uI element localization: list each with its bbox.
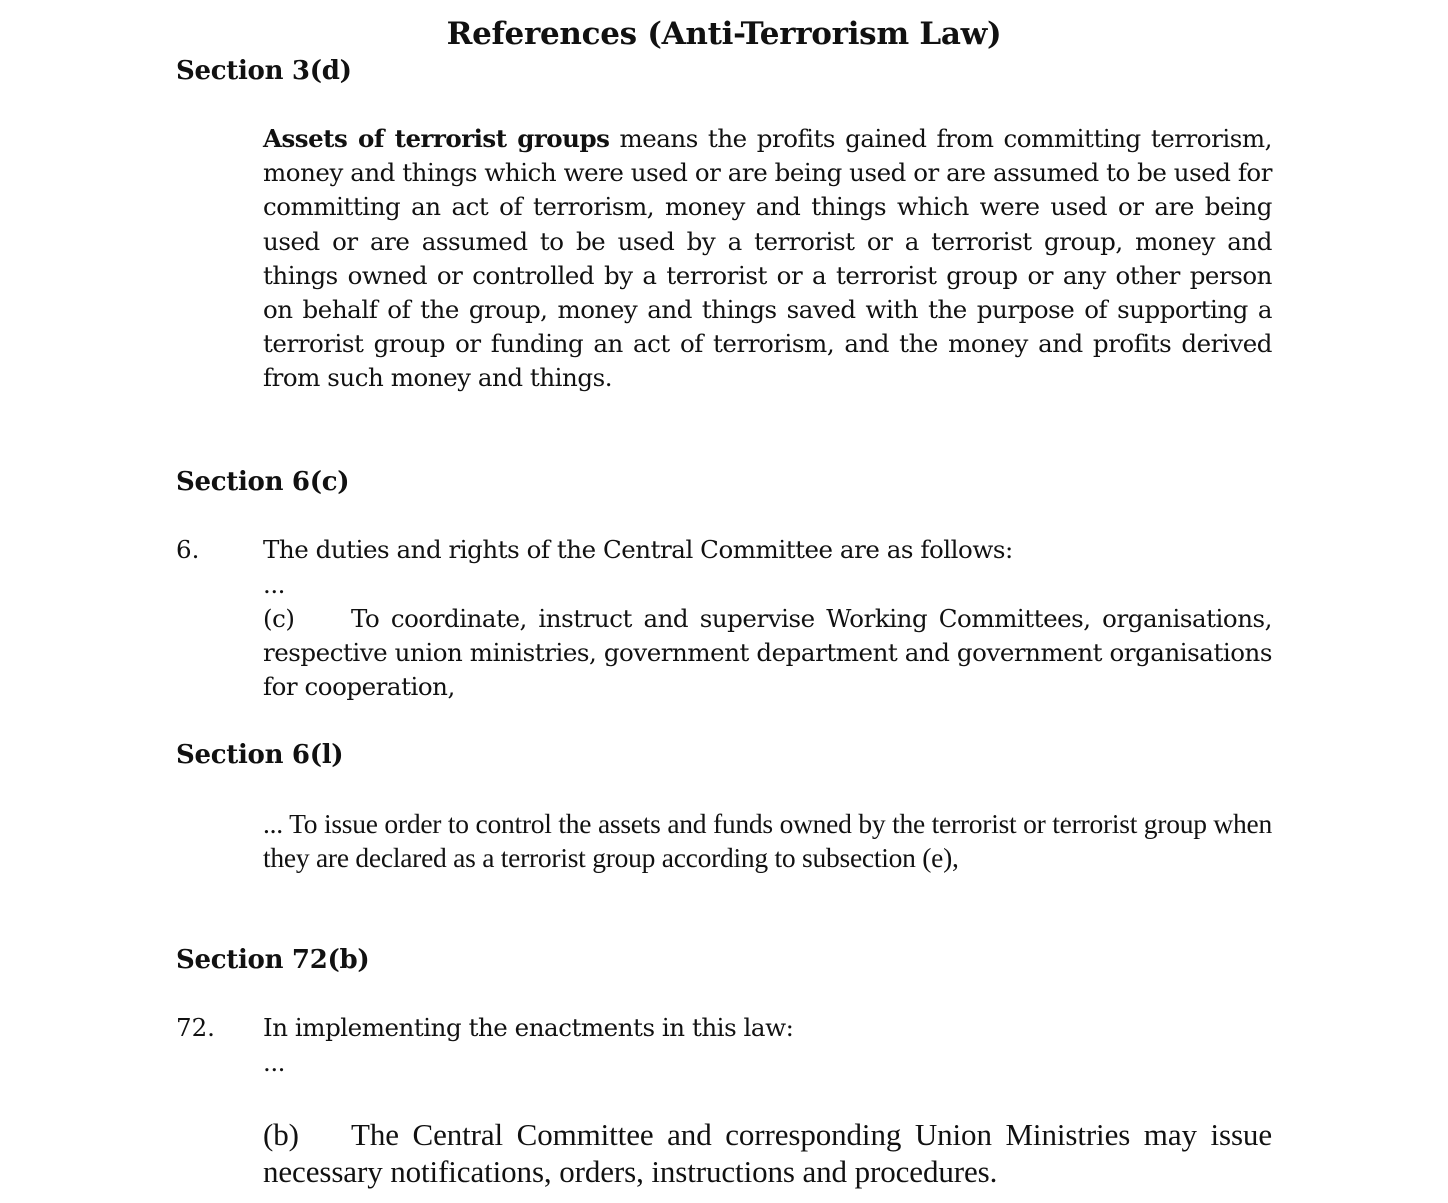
clause-number: 6. — [176, 535, 200, 564]
section-heading-6c: Section 6(c) — [176, 467, 350, 497]
document-title: References (Anti-Terrorism Law) — [446, 16, 1002, 52]
section-heading-3d: Section 3(d) — [176, 56, 352, 86]
ellipsis: ... — [263, 1048, 286, 1077]
section-heading-6l: Section 6(l) — [176, 740, 344, 770]
ellipsis: ... — [263, 570, 286, 599]
definition-text: means the profits gained from committing terrorism, money and things which were used or are being used or are assumed to be used for committing an act of terrorism, money and things which were used or are being used or are assumed to be used by a terrorist or a terrorist group, money and things owned or controlled by a terrorist or a terrorist group or any other person on behalf of the group, money and things saved with the purpose of supporting a terrorist group or funding an act of terrorism, and the money and profits derived from such money and things. — [263, 124, 1272, 393]
clause-intro: In implementing the enactments in this law: — [263, 1013, 794, 1042]
section-heading-72b: Section 72(b) — [176, 945, 370, 975]
sub-item-b — [263, 1116, 1272, 1190]
defined-term: Assets of terrorist groups — [263, 124, 610, 153]
clause-text-6l: ... To issue order to control the assets and funds owned by the terrorist or terrorist group when they are declared as a terrorist group according to subsection (e), — [263, 808, 1272, 873]
sub-item-label: (b) — [263, 1117, 299, 1152]
clause-intro: The duties and rights of the Central Committee are as follows: — [263, 535, 1013, 564]
sub-item-text: The Central Committee and corresponding Union Ministries may issue necessary notifications, orders, instructions and procedures. — [263, 1117, 1272, 1189]
definition-paragraph — [263, 122, 1272, 396]
sub-item-text: To coordinate, instruct and supervise Working Committees, organisations, respective union ministries, government department and government organisations for cooperation, — [263, 604, 1272, 702]
clause-number: 72. — [176, 1013, 215, 1042]
sub-item-label: (c) — [263, 604, 295, 633]
sub-item-c — [263, 602, 1272, 705]
